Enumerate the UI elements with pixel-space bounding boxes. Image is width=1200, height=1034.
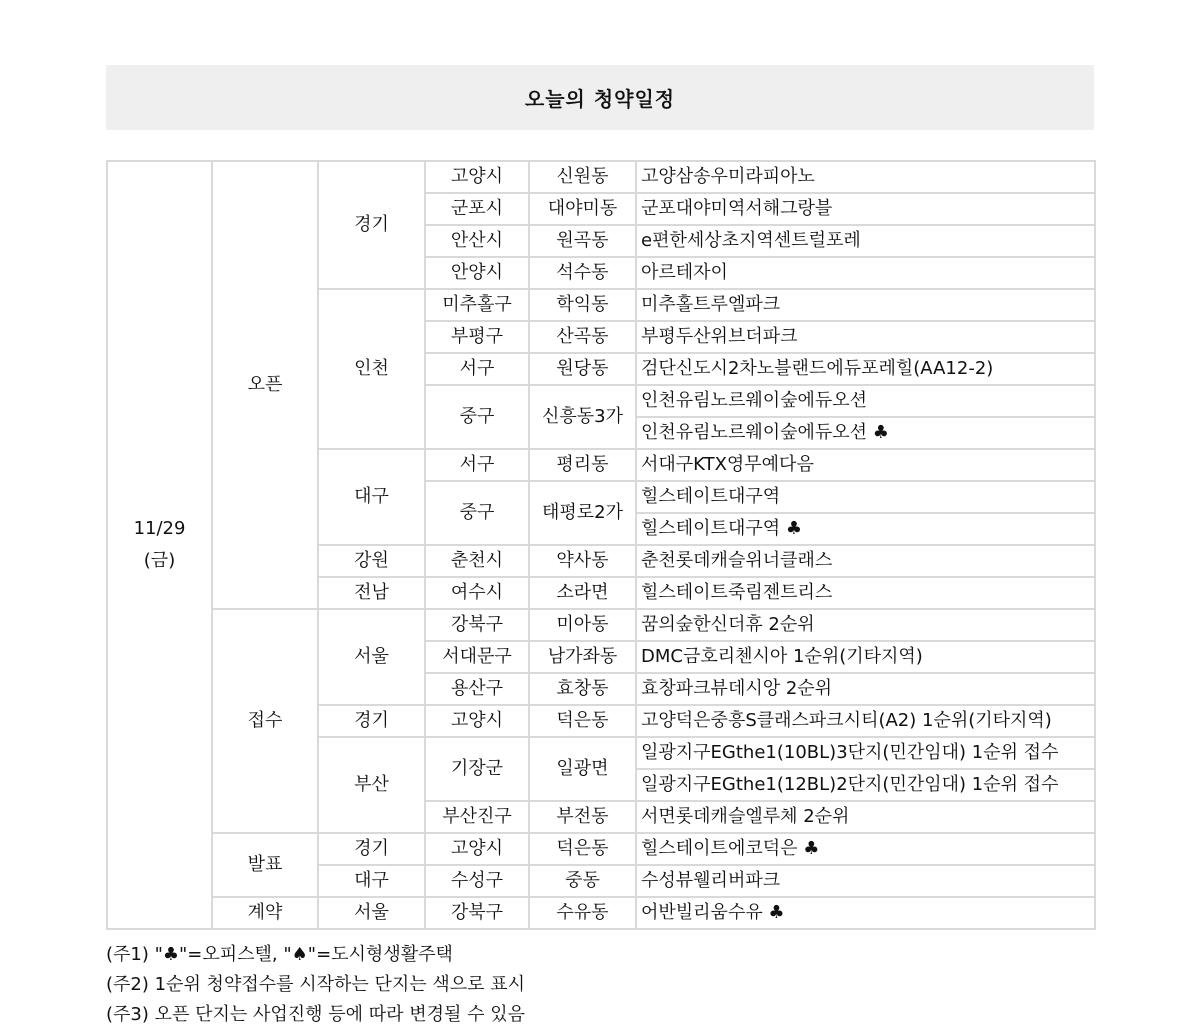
- status-cell: 계약: [212, 897, 318, 929]
- city-cell: 부평구: [425, 321, 529, 353]
- title-box: [106, 65, 1094, 130]
- note-2: (주2) 1순위 청약접수를 시작하는 단지는 색으로 표시: [106, 974, 526, 995]
- table-row: [107, 833, 1095, 865]
- region-cell: 인천: [318, 289, 425, 449]
- city-cell: 중구: [425, 481, 529, 545]
- region-cell: 전남: [318, 577, 425, 609]
- region-cell: 경기: [318, 833, 425, 865]
- region-cell: 대구: [318, 865, 425, 897]
- dong-cell: 대야미동: [529, 193, 636, 225]
- city-cell: 강북구: [425, 897, 529, 929]
- city-cell: 수성구: [425, 865, 529, 897]
- city-cell: 용산구: [425, 673, 529, 705]
- dong-cell: 수유동: [529, 897, 636, 929]
- city-cell: 안양시: [425, 257, 529, 289]
- city-cell: 미추홀구: [425, 289, 529, 321]
- region-cell: 강원: [318, 545, 425, 577]
- complex-name-cell: 어반빌리움수유 ♣: [636, 897, 1095, 929]
- city-cell: 고양시: [425, 161, 529, 193]
- dong-cell: 원곡동: [529, 225, 636, 257]
- complex-name-cell: 일광지구EGthe1(10BL)3단지(민간임대) 1순위 접수: [636, 737, 1095, 769]
- dong-cell: 효창동: [529, 673, 636, 705]
- complex-name-cell: 군포대야미역서해그랑블: [636, 193, 1095, 225]
- date-cell: [107, 161, 212, 929]
- city-cell: 안산시: [425, 225, 529, 257]
- dong-cell: 일광면: [529, 737, 636, 801]
- complex-name-cell: 서대구KTX영무예다음: [636, 449, 1095, 481]
- city-cell: 고양시: [425, 705, 529, 737]
- complex-name-cell: 미추홀트루엘파크: [636, 289, 1095, 321]
- complex-name-cell: 효창파크뷰데시앙 2순위: [636, 673, 1095, 705]
- city-cell: 서구: [425, 449, 529, 481]
- complex-name-cell: 서면롯데캐슬엘루체 2순위: [636, 801, 1095, 833]
- city-cell: 강북구: [425, 609, 529, 641]
- complex-name-cell: 힐스테이트대구역: [636, 481, 1095, 513]
- region-cell: 대구: [318, 449, 425, 545]
- complex-name-cell: 부평두산위브더파크: [636, 321, 1095, 353]
- city-cell: 여수시: [425, 577, 529, 609]
- dong-cell: 부전동: [529, 801, 636, 833]
- complex-name-cell: 인천유림노르웨이숲에듀오션 ♣: [636, 417, 1095, 449]
- dong-cell: 약사동: [529, 545, 636, 577]
- dong-cell: 덕은동: [529, 705, 636, 737]
- status-cell: 접수: [212, 609, 318, 833]
- city-cell: 서구: [425, 353, 529, 385]
- city-cell: 군포시: [425, 193, 529, 225]
- status-cell: 발표: [212, 833, 318, 897]
- dong-cell: 신흥동3가: [529, 385, 636, 449]
- dong-cell: 석수동: [529, 257, 636, 289]
- complex-name-cell: 힐스테이트죽림젠트리스: [636, 577, 1095, 609]
- region-cell: 서울: [318, 609, 425, 705]
- note-1: (주1) "♣"=오피스텔, "♠"=도시형생활주택: [106, 944, 453, 965]
- date-day: 11/29: [133, 518, 186, 539]
- region-cell: 경기: [318, 705, 425, 737]
- dong-cell: 미아동: [529, 609, 636, 641]
- dong-cell: 남가좌동: [529, 641, 636, 673]
- city-cell: 서대문구: [425, 641, 529, 673]
- dong-cell: 태평로2가: [529, 481, 636, 545]
- city-cell: 춘천시: [425, 545, 529, 577]
- dong-cell: 소라면: [529, 577, 636, 609]
- table-row: [107, 897, 1095, 929]
- schedule-table: [106, 160, 1096, 930]
- complex-name-cell: 일광지구EGthe1(12BL)2단지(민간임대) 1순위 접수: [636, 769, 1095, 801]
- complex-name-cell: 수성뷰웰리버파크: [636, 865, 1095, 897]
- page-title: 오늘의 청약일정: [524, 87, 676, 111]
- status-cell: 오픈: [212, 161, 318, 609]
- complex-name-cell: 아르테자이: [636, 257, 1095, 289]
- notes: [106, 940, 1106, 1030]
- schedule-body: [107, 161, 1095, 929]
- region-cell: 서울: [318, 897, 425, 929]
- table-row: [107, 161, 1095, 193]
- dong-cell: 중동: [529, 865, 636, 897]
- table-row: [107, 609, 1095, 641]
- city-cell: 고양시: [425, 833, 529, 865]
- region-cell: 부산: [318, 737, 425, 833]
- complex-name-cell: DMC금호리첸시아 1순위(기타지역): [636, 641, 1095, 673]
- city-cell: 중구: [425, 385, 529, 449]
- city-cell: 부산진구: [425, 801, 529, 833]
- complex-name-cell: 춘천롯데캐슬위너클래스: [636, 545, 1095, 577]
- region-cell: 경기: [318, 161, 425, 289]
- dong-cell: 학익동: [529, 289, 636, 321]
- complex-name-cell: e편한세상초지역센트럴포레: [636, 225, 1095, 257]
- complex-name-cell: 검단신도시2차노블랜드에듀포레힐(AA12-2): [636, 353, 1095, 385]
- date-weekday: (금): [143, 550, 176, 571]
- complex-name-cell: 힐스테이트대구역 ♣: [636, 513, 1095, 545]
- dong-cell: 평리동: [529, 449, 636, 481]
- city-cell: 기장군: [425, 737, 529, 801]
- complex-name-cell: 힐스테이트에코덕은 ♣: [636, 833, 1095, 865]
- dong-cell: 덕은동: [529, 833, 636, 865]
- dong-cell: 신원동: [529, 161, 636, 193]
- complex-name-cell: 꿈의숲한신더휴 2순위: [636, 609, 1095, 641]
- complex-name-cell: 고양덕은중흥S클래스파크시티(A2) 1순위(기타지역): [636, 705, 1095, 737]
- dong-cell: 산곡동: [529, 321, 636, 353]
- complex-name-cell: 고양삼송우미라피아노: [636, 161, 1095, 193]
- complex-name-cell: 인천유림노르웨이숲에듀오션: [636, 385, 1095, 417]
- dong-cell: 원당동: [529, 353, 636, 385]
- note-3: (주3) 오픈 단지는 사업진행 등에 따라 변경될 수 있음: [106, 1004, 526, 1025]
